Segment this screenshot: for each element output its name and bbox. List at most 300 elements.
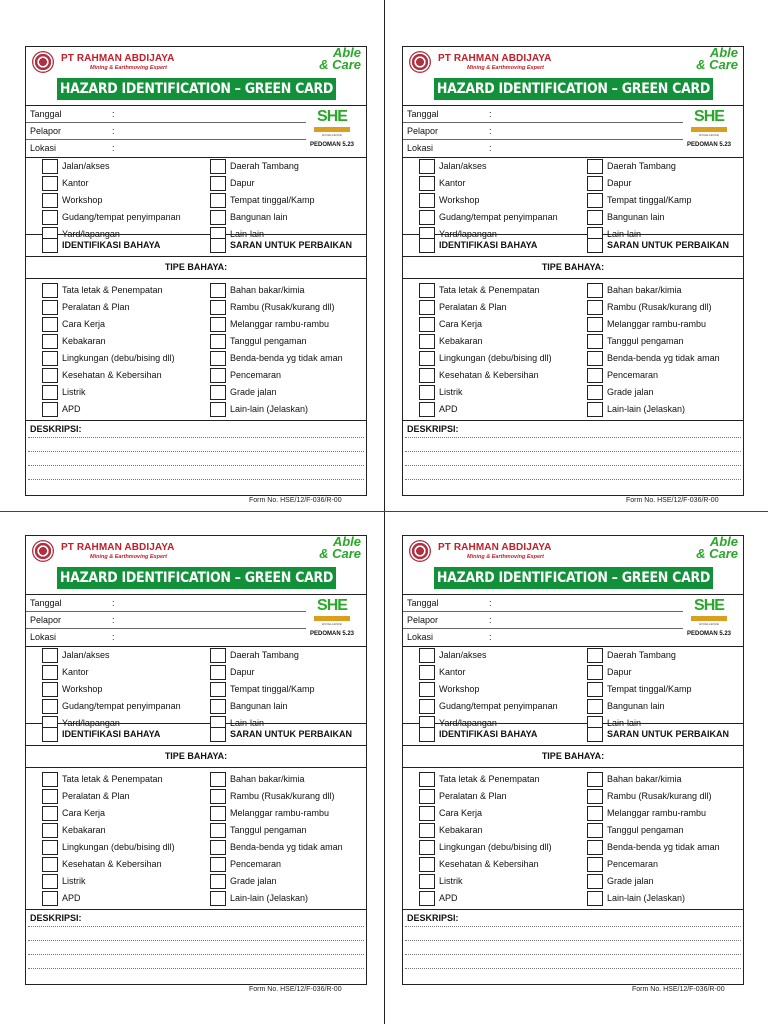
- location-label: Gudang/tempat penyimpanan: [439, 212, 558, 222]
- location-checkbox[interactable]: [210, 665, 226, 680]
- pedoman-label: PEDOMAN 5.23: [310, 142, 355, 148]
- hazard-checkbox[interactable]: [42, 840, 58, 855]
- field-colon: :: [489, 126, 492, 136]
- location-checkbox[interactable]: [419, 176, 435, 191]
- hazard-label: Peralatan & Plan: [62, 302, 130, 312]
- hazard-checkbox[interactable]: [587, 874, 603, 889]
- hazard-checkbox[interactable]: [42, 857, 58, 872]
- hazard-checkbox[interactable]: [587, 772, 603, 787]
- brand-line-1: Able: [709, 534, 738, 549]
- saran-checkbox[interactable]: [587, 727, 603, 742]
- location-checkbox[interactable]: [42, 193, 58, 208]
- location-checkbox[interactable]: [42, 159, 58, 174]
- identifikasi-checkbox[interactable]: [42, 727, 58, 742]
- hazard-checkbox[interactable]: [419, 368, 435, 383]
- location-label: Kantor: [439, 667, 466, 677]
- brand-line-1: Able: [709, 45, 738, 60]
- hazard-label: Tanggul pengaman: [230, 336, 307, 346]
- hazard-checkbox[interactable]: [587, 334, 603, 349]
- hazard-checklist: [26, 278, 366, 421]
- field-label: Lokasi: [30, 143, 57, 153]
- pedoman-label: PEDOMAN 5.23: [687, 142, 732, 148]
- hazard-checkbox[interactable]: [210, 823, 226, 838]
- field-label: Pelapor: [407, 126, 439, 136]
- company-name: PT RAHMAN ABDIJAYA: [438, 542, 552, 553]
- saran-checkbox[interactable]: [210, 727, 226, 742]
- horizontal-cut-line: [0, 511, 768, 512]
- hazard-checkbox[interactable]: [419, 772, 435, 787]
- field-colon: :: [112, 632, 115, 642]
- field-colon: :: [112, 143, 115, 153]
- deskripsi-label: DESKRIPSI:: [30, 913, 82, 923]
- hazard-label: Melanggar rambu-rambu: [230, 808, 330, 818]
- hazard-checkbox[interactable]: [419, 857, 435, 872]
- hazard-checkbox[interactable]: [210, 772, 226, 787]
- dotted-line: [405, 954, 741, 955]
- hazard-checkbox[interactable]: [587, 351, 603, 366]
- she-excellence-logo: [691, 596, 727, 630]
- she-logo-text: SHE: [694, 597, 724, 614]
- hazard-checkbox[interactable]: [42, 351, 58, 366]
- hazard-checkbox[interactable]: [587, 789, 603, 804]
- location-label: Dapur: [607, 178, 632, 188]
- field-row[interactable]: [403, 106, 683, 123]
- location-label: Lain-lain: [230, 718, 265, 728]
- location-checkbox[interactable]: [419, 159, 435, 174]
- hazard-label: Grade jalan: [230, 876, 277, 886]
- identifikasi-label: IDENTIFIKASI BAHAYA: [439, 729, 538, 739]
- hazard-checkbox[interactable]: [210, 891, 226, 906]
- report-type-row: [26, 234, 366, 257]
- hazard-checkbox[interactable]: [210, 368, 226, 383]
- field-colon: :: [489, 109, 492, 119]
- identifikasi-checkbox[interactable]: [42, 238, 58, 253]
- field-colon: :: [489, 598, 492, 608]
- hazard-checkbox[interactable]: [419, 806, 435, 821]
- hazard-checkbox[interactable]: [419, 402, 435, 417]
- deskripsi-section[interactable]: [403, 909, 743, 984]
- field-label: Pelapor: [30, 615, 62, 625]
- hazard-checkbox[interactable]: [42, 402, 58, 417]
- location-label: Yard/lapangan: [62, 229, 120, 239]
- hazard-checkbox[interactable]: [587, 891, 603, 906]
- hazard-checkbox[interactable]: [42, 874, 58, 889]
- hazard-checkbox[interactable]: [210, 385, 226, 400]
- she-logo-subtext: EXCELLENCE: [322, 133, 342, 137]
- hazard-label: Pencemaran: [607, 370, 659, 380]
- location-checkbox[interactable]: [587, 648, 603, 663]
- field-label: Pelapor: [407, 615, 439, 625]
- she-logo-band: [691, 127, 727, 132]
- saran-label: SARAN UNTUK PERBAIKAN: [607, 729, 730, 739]
- hazard-label: Cara Kerja: [62, 319, 106, 329]
- hazard-label: Grade jalan: [607, 387, 654, 397]
- hazard-checkbox[interactable]: [419, 891, 435, 906]
- location-checkbox[interactable]: [419, 699, 435, 714]
- hazard-label: Tata letak & Penempatan: [439, 774, 540, 784]
- hazard-label: Listrik: [439, 387, 463, 397]
- location-checkbox[interactable]: [419, 648, 435, 663]
- hazard-checkbox[interactable]: [419, 789, 435, 804]
- hazard-checkbox[interactable]: [210, 300, 226, 315]
- location-label: Dapur: [230, 178, 255, 188]
- company-logo-icon: [409, 51, 431, 73]
- pedoman-label: PEDOMAN 5.23: [687, 631, 732, 637]
- hazard-checkbox[interactable]: [587, 806, 603, 821]
- location-checkbox[interactable]: [42, 699, 58, 714]
- hazard-label: Lain-lain (Jelaskan): [230, 404, 309, 414]
- hazard-checkbox[interactable]: [587, 840, 603, 855]
- location-checkbox[interactable]: [587, 665, 603, 680]
- brand-line-1: Able: [332, 534, 361, 549]
- location-checkbox[interactable]: [210, 648, 226, 663]
- hazard-label: Rambu (Rusak/kurang dll): [607, 302, 712, 312]
- hazard-label: Peralatan & Plan: [439, 791, 507, 801]
- saran-label: SARAN UNTUK PERBAIKAN: [607, 240, 730, 250]
- location-label: Lain-lain: [607, 229, 642, 239]
- identifikasi-checkbox[interactable]: [419, 727, 435, 742]
- hazard-label: Cara Kerja: [439, 808, 483, 818]
- hazard-label: Cara Kerja: [62, 808, 106, 818]
- dotted-line: [28, 954, 364, 955]
- hazard-checkbox[interactable]: [419, 840, 435, 855]
- tipe-bahaya-header: TIPE BAHAYA:: [26, 745, 366, 768]
- hazard-label: Lingkungan (debu/bising dll): [439, 353, 552, 363]
- company-name: PT RAHMAN ABDIJAYA: [61, 542, 175, 553]
- location-label: Bangunan lain: [230, 701, 288, 711]
- field-label: Lokasi: [407, 632, 434, 642]
- hazard-label: Pencemaran: [230, 859, 282, 869]
- company-tagline: Mining & Earthmoving Expert: [90, 554, 168, 560]
- location-checkbox[interactable]: [419, 193, 435, 208]
- location-label: Workshop: [439, 195, 480, 205]
- hazard-checkbox[interactable]: [42, 823, 58, 838]
- hazard-label: APD: [439, 893, 458, 903]
- field-row[interactable]: [26, 612, 306, 629]
- location-label: Bangunan lain: [230, 212, 288, 222]
- location-checkbox[interactable]: [210, 176, 226, 191]
- identifikasi-label: IDENTIFIKASI BAHAYA: [62, 729, 161, 739]
- hazard-label: Bahan bakar/kimia: [607, 774, 682, 784]
- hazard-label: Tanggul pengaman: [607, 825, 684, 835]
- location-label: Yard/lapangan: [439, 718, 497, 728]
- hazard-label: Bahan bakar/kimia: [230, 285, 305, 295]
- hazard-checkbox[interactable]: [419, 351, 435, 366]
- hazard-checklist: [26, 767, 366, 910]
- card-title: HAZARD IDENTIFICATION – GREEN CARD: [57, 567, 336, 589]
- she-logo-band: [314, 127, 350, 132]
- hazard-checkbox[interactable]: [419, 385, 435, 400]
- hazard-label: Kebakaran: [62, 336, 106, 346]
- company-logo-icon: [32, 51, 54, 73]
- location-label: Dapur: [230, 667, 255, 677]
- hazard-checkbox[interactable]: [419, 823, 435, 838]
- identifikasi-label: IDENTIFIKASI BAHAYA: [439, 240, 538, 250]
- hazard-label: Kebakaran: [62, 825, 106, 835]
- hazard-checkbox[interactable]: [42, 891, 58, 906]
- dotted-line: [405, 968, 741, 969]
- she-logo-text: SHE: [317, 108, 347, 125]
- hazard-checkbox[interactable]: [42, 385, 58, 400]
- form-number: Form No. HSE/12/F-036/R-00: [249, 986, 342, 993]
- saran-label: SARAN UNTUK PERBAIKAN: [230, 729, 353, 739]
- hazard-checkbox[interactable]: [42, 772, 58, 787]
- saran-checkbox[interactable]: [587, 238, 603, 253]
- location-label: Gudang/tempat penyimpanan: [62, 701, 181, 711]
- hazard-label: APD: [62, 893, 81, 903]
- hazard-checkbox[interactable]: [419, 334, 435, 349]
- hazard-label: Melanggar rambu-rambu: [230, 319, 330, 329]
- hazard-label: Cara Kerja: [439, 319, 483, 329]
- field-label: Lokasi: [407, 143, 434, 153]
- location-label: Kantor: [62, 178, 89, 188]
- hazard-checkbox[interactable]: [210, 283, 226, 298]
- location-checklist: [26, 646, 366, 728]
- location-checkbox[interactable]: [419, 665, 435, 680]
- able-care-logo: [696, 47, 738, 71]
- hazard-checkbox[interactable]: [419, 283, 435, 298]
- company-name: PT RAHMAN ABDIJAYA: [438, 53, 552, 64]
- hazard-checkbox[interactable]: [42, 806, 58, 821]
- hazard-checkbox[interactable]: [42, 789, 58, 804]
- location-label: Jalan/akses: [439, 650, 487, 660]
- hazard-label: APD: [439, 404, 458, 414]
- hazard-checkbox[interactable]: [587, 823, 603, 838]
- dotted-line: [405, 926, 741, 927]
- location-label: Daerah Tambang: [230, 650, 299, 660]
- tipe-bahaya-header: TIPE BAHAYA:: [403, 256, 743, 279]
- field-row[interactable]: [26, 106, 306, 123]
- saran-checkbox[interactable]: [210, 238, 226, 253]
- card-title: HAZARD IDENTIFICATION – GREEN CARD: [434, 567, 713, 589]
- hazard-checkbox[interactable]: [42, 368, 58, 383]
- she-logo-band: [314, 616, 350, 621]
- company-tagline: Mining & Earthmoving Expert: [467, 554, 545, 560]
- hazard-label: Peralatan & Plan: [62, 791, 130, 801]
- location-label: Gudang/tempat penyimpanan: [439, 701, 558, 711]
- hazard-checkbox[interactable]: [42, 317, 58, 332]
- tipe-bahaya-header: TIPE BAHAYA:: [403, 745, 743, 768]
- field-row[interactable]: [403, 595, 683, 612]
- identifikasi-label: IDENTIFIKASI BAHAYA: [62, 240, 161, 250]
- company-tagline: Mining & Earthmoving Expert: [467, 65, 545, 71]
- hazard-label: Bahan bakar/kimia: [607, 285, 682, 295]
- location-checkbox[interactable]: [210, 682, 226, 697]
- hazard-checkbox[interactable]: [587, 857, 603, 872]
- dotted-line: [405, 479, 741, 480]
- location-label: Workshop: [439, 684, 480, 694]
- field-row[interactable]: [403, 612, 683, 629]
- location-label: Bangunan lain: [607, 212, 665, 222]
- location-label: Lain-lain: [230, 229, 265, 239]
- company-name: PT RAHMAN ABDIJAYA: [61, 53, 175, 64]
- form-number: Form No. HSE/12/F-036/R-00: [249, 497, 342, 504]
- hazard-checkbox[interactable]: [42, 300, 58, 315]
- able-care-logo: [319, 536, 361, 560]
- location-label: Jalan/akses: [62, 650, 110, 660]
- location-label: Tempat tinggal/Kamp: [230, 684, 315, 694]
- location-checkbox[interactable]: [587, 682, 603, 697]
- location-checkbox[interactable]: [587, 159, 603, 174]
- hazard-label: Kebakaran: [439, 825, 483, 835]
- location-label: Daerah Tambang: [607, 161, 676, 171]
- hazard-checkbox[interactable]: [210, 857, 226, 872]
- green-card: [25, 46, 367, 496]
- she-excellence-logo: [314, 596, 350, 630]
- dotted-line: [28, 479, 364, 480]
- green-card: [402, 46, 744, 496]
- able-care-logo: [696, 536, 738, 560]
- hazard-checkbox[interactable]: [587, 300, 603, 315]
- field-colon: :: [112, 598, 115, 608]
- location-label: Lain-lain: [607, 718, 642, 728]
- she-logo-text: SHE: [317, 597, 347, 614]
- hazard-checkbox[interactable]: [587, 283, 603, 298]
- location-checkbox[interactable]: [210, 210, 226, 225]
- report-type-row: [26, 723, 366, 746]
- brand-line-2: & Care: [319, 57, 361, 72]
- hazard-label: Peralatan & Plan: [439, 302, 507, 312]
- company-logo-icon: [32, 540, 54, 562]
- field-row[interactable]: [403, 123, 683, 140]
- field-label: Pelapor: [30, 126, 62, 136]
- location-label: Jalan/akses: [62, 161, 110, 171]
- location-label: Workshop: [62, 684, 103, 694]
- she-logo-subtext: EXCELLENCE: [699, 133, 719, 137]
- brand-line-2: & Care: [696, 546, 738, 561]
- hazard-checkbox[interactable]: [210, 789, 226, 804]
- location-checkbox[interactable]: [42, 210, 58, 225]
- field-label: Tanggal: [407, 109, 439, 119]
- deskripsi-section[interactable]: [26, 420, 366, 495]
- hazard-checkbox[interactable]: [210, 351, 226, 366]
- company-tagline: Mining & Earthmoving Expert: [90, 65, 168, 71]
- form-number: Form No. HSE/12/F-036/R-00: [626, 497, 719, 504]
- dotted-line: [28, 926, 364, 927]
- hazard-label: Listrik: [62, 387, 86, 397]
- location-checkbox[interactable]: [42, 176, 58, 191]
- hazard-label: Tanggul pengaman: [230, 825, 307, 835]
- hazard-checkbox[interactable]: [419, 300, 435, 315]
- brand-line-1: Able: [332, 45, 361, 60]
- hazard-checkbox[interactable]: [419, 874, 435, 889]
- field-row[interactable]: [26, 595, 306, 612]
- location-checkbox[interactable]: [587, 210, 603, 225]
- location-checkbox[interactable]: [210, 193, 226, 208]
- field-colon: :: [112, 126, 115, 136]
- location-checkbox[interactable]: [587, 699, 603, 714]
- hazard-label: Benda-benda yg tidak aman: [607, 842, 720, 852]
- able-care-logo: [319, 47, 361, 71]
- hazard-checkbox[interactable]: [587, 402, 603, 417]
- location-checklist: [26, 157, 366, 239]
- location-label: Daerah Tambang: [607, 650, 676, 660]
- brand-line-2: & Care: [319, 546, 361, 561]
- hazard-label: Tata letak & Penempatan: [439, 285, 540, 295]
- card-title: HAZARD IDENTIFICATION – GREEN CARD: [57, 78, 336, 100]
- she-logo-subtext: EXCELLENCE: [322, 622, 342, 626]
- field-colon: :: [489, 615, 492, 625]
- deskripsi-section[interactable]: [26, 909, 366, 984]
- dotted-line: [405, 437, 741, 438]
- hazard-checkbox[interactable]: [210, 806, 226, 821]
- hazard-checkbox[interactable]: [42, 334, 58, 349]
- she-logo-band: [691, 616, 727, 621]
- hazard-checkbox[interactable]: [210, 402, 226, 417]
- dotted-line: [28, 437, 364, 438]
- field-row[interactable]: [26, 123, 306, 140]
- location-label: Tempat tinggal/Kamp: [607, 195, 692, 205]
- vertical-cut-line: [384, 0, 385, 1024]
- identifikasi-checkbox[interactable]: [419, 238, 435, 253]
- hazard-label: Kebakaran: [439, 336, 483, 346]
- hazard-label: Lingkungan (debu/bising dll): [62, 842, 175, 852]
- card-header: [26, 47, 366, 105]
- deskripsi-label: DESKRIPSI:: [407, 424, 459, 434]
- location-checklist: [403, 646, 743, 728]
- card-header: [403, 536, 743, 594]
- location-checklist: [403, 157, 743, 239]
- hazard-checkbox[interactable]: [42, 283, 58, 298]
- hazard-label: Rambu (Rusak/kurang dll): [230, 791, 335, 801]
- location-label: Yard/lapangan: [62, 718, 120, 728]
- location-checkbox[interactable]: [419, 682, 435, 697]
- hazard-checkbox[interactable]: [210, 334, 226, 349]
- hazard-checkbox[interactable]: [587, 368, 603, 383]
- she-excellence-logo: [691, 107, 727, 141]
- location-checkbox[interactable]: [587, 176, 603, 191]
- hazard-label: Tata letak & Penempatan: [62, 774, 163, 784]
- location-checkbox[interactable]: [210, 159, 226, 174]
- field-label: Tanggal: [30, 109, 62, 119]
- hazard-label: Grade jalan: [607, 876, 654, 886]
- deskripsi-section[interactable]: [403, 420, 743, 495]
- field-colon: :: [489, 632, 492, 642]
- location-checkbox[interactable]: [419, 210, 435, 225]
- card-header: [26, 536, 366, 594]
- green-card: [402, 535, 744, 985]
- hazard-checkbox[interactable]: [419, 317, 435, 332]
- company-logo-icon: [409, 540, 431, 562]
- dotted-line: [405, 451, 741, 452]
- dotted-line: [405, 465, 741, 466]
- hazard-checkbox[interactable]: [210, 840, 226, 855]
- hazard-label: Kesehatan & Kebersihan: [62, 370, 162, 380]
- hazard-checkbox[interactable]: [587, 317, 603, 332]
- location-checkbox[interactable]: [42, 648, 58, 663]
- hazard-checkbox[interactable]: [210, 317, 226, 332]
- dotted-line: [28, 940, 364, 941]
- location-checkbox[interactable]: [210, 699, 226, 714]
- dotted-line: [405, 940, 741, 941]
- hazard-checkbox[interactable]: [210, 874, 226, 889]
- hazard-label: Grade jalan: [230, 387, 277, 397]
- location-checkbox[interactable]: [587, 193, 603, 208]
- hazard-label: Pencemaran: [230, 370, 282, 380]
- location-checkbox[interactable]: [42, 682, 58, 697]
- hazard-checkbox[interactable]: [587, 385, 603, 400]
- report-type-row: [403, 723, 743, 746]
- location-label: Kantor: [62, 667, 89, 677]
- hazard-label: Pencemaran: [607, 859, 659, 869]
- brand-line-2: & Care: [696, 57, 738, 72]
- hazard-label: Benda-benda yg tidak aman: [607, 353, 720, 363]
- hazard-label: Bahan bakar/kimia: [230, 774, 305, 784]
- hazard-label: Lain-lain (Jelaskan): [607, 404, 686, 414]
- field-label: Lokasi: [30, 632, 57, 642]
- location-checkbox[interactable]: [42, 665, 58, 680]
- hazard-label: Rambu (Rusak/kurang dll): [230, 302, 335, 312]
